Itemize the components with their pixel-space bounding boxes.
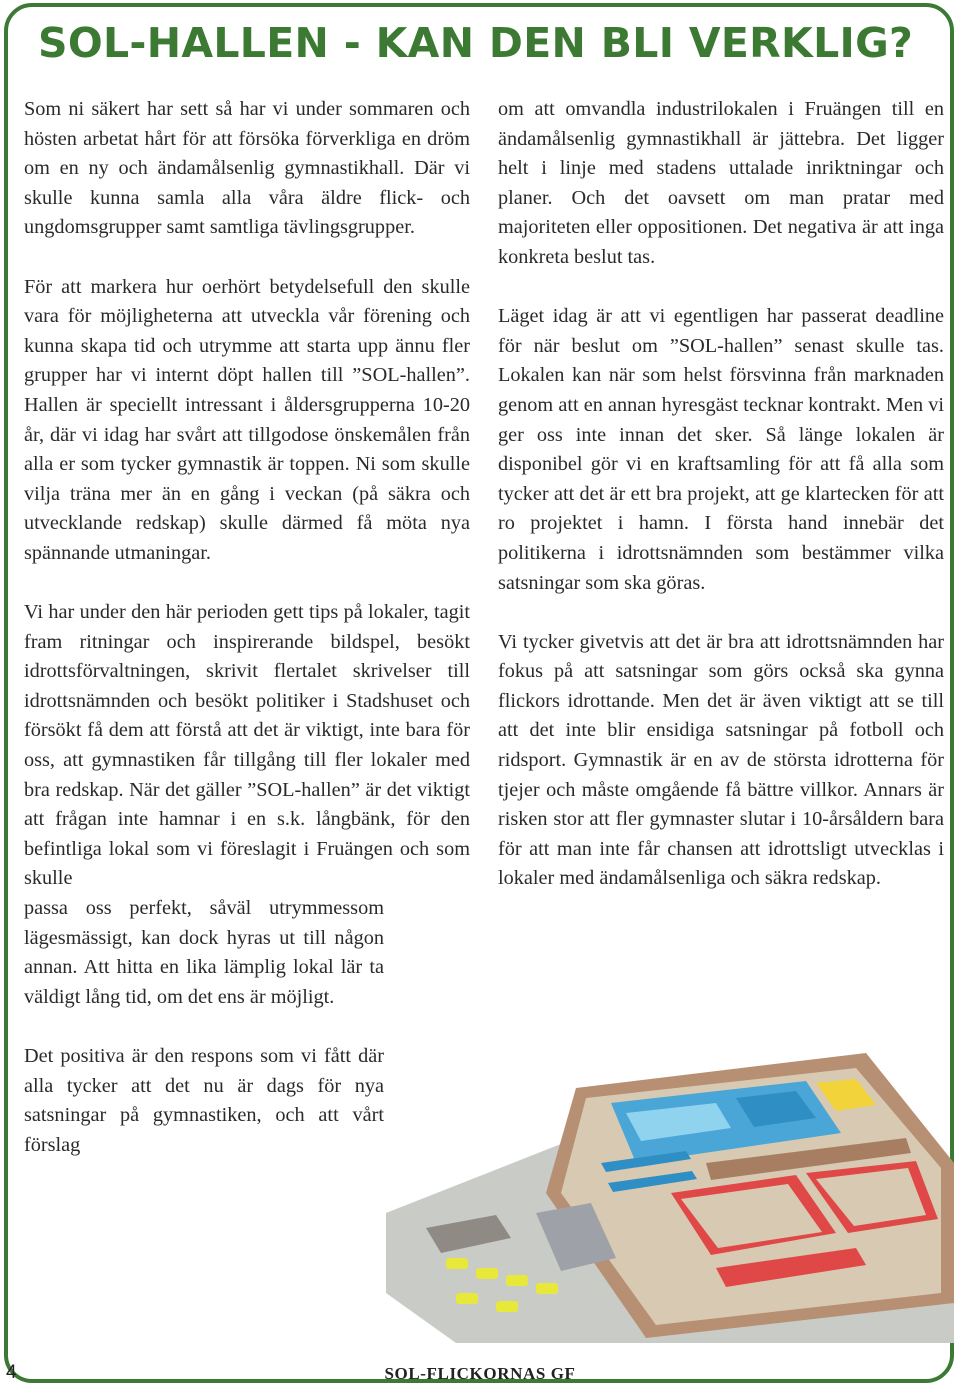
gym-hall-illustration bbox=[386, 1043, 954, 1343]
paragraph: Läget idag är att vi egentligen har passerat deadline för när beslut om ”SOL-hallen” senast skulle tas. Lokalen kan när som helst försvinna från marknaden genom att en annan hyresgäst tecknar kontrakt. Men vi ger oss inte innan det sker. Så länge lokalen är disponibel gör vi en kraftsamling för att få alla som tycker att det är ett bra projekt, att ge klartecken för att ro projektet i hamn. I första hand innebär det politikerna i idrottsnämnden som bestämmer vilka satsningar som ska göras. bbox=[498, 305, 944, 594]
paragraph: Det positiva är den respons som vi fått där alla tycker att det nu är dags för nya satsningar på gymnastiken, och att vårt förslag bbox=[24, 1045, 384, 1156]
footer-publication-name: SOL-FLICKORNAS GF bbox=[384, 1364, 576, 1383]
paragraph: Vi tycker givetvis att det är bra att idrottsnämnden har fokus på att satsningar som görs också ska gynna flickors idrottande. Men det är även viktigt att se till att det inte blir ensidiga satsningar på fotboll och ridsport. Gymnastik är en av de största idrotterna för tjejer och måste omgående få bättre villkor. Annars är risken stor att fler gymnaster slutar i 10-årsåldern bara för att man inte får chansen att idrottsligt utvecklas i lokaler med ändamålsenliga och säkra redskap. bbox=[498, 630, 944, 890]
paragraph: Vi har under den här perioden gett tips på lokaler, tagit fram ritningar och inspirerande bildspel, besökt idrottsförvaltningen, skrivit flertalet skrivelser till idrottsnämnden och besökt politiker i Stadshuset och försökt få dem att förstå att det är viktigt, inte bara för oss, att gymnastiken får tillgång till fler lokaler med bra redskap. När det gäller ”SOL-hallen” är det viktigt att frågan inte hamnar i en s.k. långbänk, för den befintliga lokal som vi föreslagit i Fruängen och som skulle bbox=[24, 601, 470, 890]
paragraph: För att markera hur oerhört betydelsefull den skulle vara för möjligheterna att utveckla vår förening och kunna skapa tid och utrymme att starta upp ännu fler grupper har vi internt döpt hallen till ”SOL-hallen”. Hallen är speciellt intressant i åldersgrupperna 10-20 år, där vi idag har svårt att tillgodose önskemålen från alla er som tycker gymnastik är toppen. Ni som skulle vilja träna mer än en gång i veckan (på säkra och utvecklande redskap) skulle därmed få möta nya spännande utmaningar. bbox=[24, 275, 470, 564]
right-column bbox=[498, 95, 944, 924]
page-number: 4 bbox=[6, 1362, 17, 1383]
paragraph: passa oss perfekt, såväl utrymmessom lägesmässigt, kan dock hyras ut till någon annan. Att hitta en lika lämplig lokal lär ta väldigt lång tid, om det ens är möjligt. bbox=[24, 897, 384, 1008]
page-title: SOL-HALLEN - KAN DEN BLI VERKLIG? bbox=[38, 19, 914, 67]
left-column bbox=[24, 95, 470, 1190]
paragraph: om att omvandla industrilokalen i Fruängen till en ändamålsenlig gymnastikhall är jättebra. Det ligger helt i linje med stadens uttalade inriktningar och planer. Och det oavsett om man pratar med majoriteten eller oppositionen. Det negativa är att inga konkreta beslut tas. bbox=[498, 98, 944, 268]
paragraph: Som ni säkert har sett så har vi under sommaren och hösten arbetat hårt för att försöka förverkliga en dröm om en ny och ändamålsenlig gymnastikhall. Där vi skulle kunna samla alla våra äldre flick- och ungdomsgrupper samt samtliga tävlingsgrupper. bbox=[24, 98, 470, 239]
